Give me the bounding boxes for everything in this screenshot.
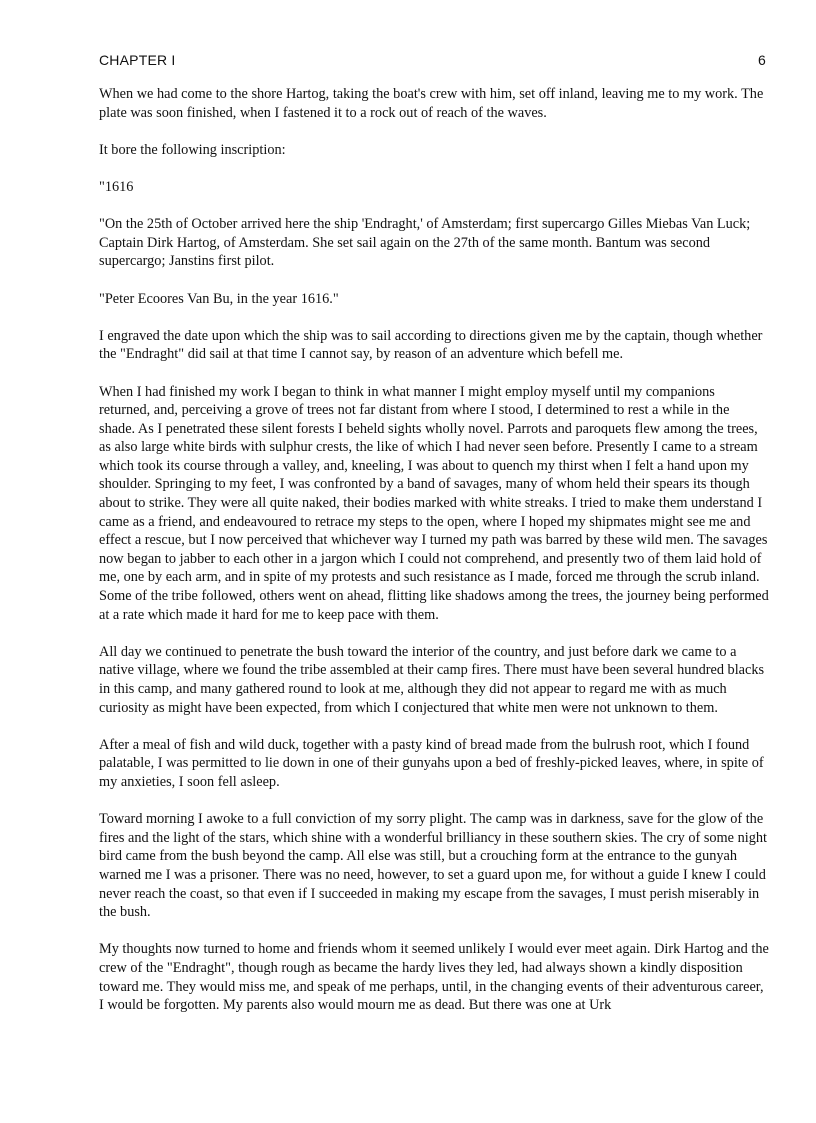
paragraph: My thoughts now turned to home and friends whom it seemed unlikely I would ever meet again. Dirk Hartog and the crew of the "Endraght", though rough as became the hardy lives they led, had always shown a kindly disposition toward me. They would miss me, and speak of me perhaps, until, in the changing events of their adventurous career, I would be forgotten. My parents also would mourn me as dead. But there was one at Urk <box>99 941 769 1014</box>
paragraph: Toward morning I awoke to a full conviction of my sorry plight. The camp was in darkness, save for the glow of the fires and the light of the stars, which shine with a wonderful brilliancy in these southern skies. The cry of some night bird came from the bush beyond the camp. All else was still, but a crouching form at the entrance to the gunyah warned me I was a prisoner. There was no need, however, to set a guard upon me, for without a guide I knew I could never reach the coast, so that even if I succeeded in making my escape from the savages, I must perish miserably in the bush. <box>99 811 767 921</box>
paragraph: After a meal of fish and wild duck, together with a pasty kind of bread made from the bulrush root, which I found palatable, I was permitted to lie down in one of their gunyahs upon a bed of freshly-picked leaves, where, in spite of my anxieties, I soon fell asleep. <box>99 736 764 790</box>
paragraph: "1616 <box>99 178 134 195</box>
paragraph: I engraved the date upon which the ship was to sail according to directions given me by the captain, though whether the "Endraght" did sail at that time I cannot say, by reason of an adventure which befell me. <box>99 327 763 363</box>
page-body <box>99 85 769 1033</box>
paragraph: "On the 25th of October arrived here the ship 'Endraght,' of Amsterdam; first supercargo Gilles Miebas Van Luck; Captain Dirk Hartog, of Amsterdam. She set sail again on the 27th of the same month. Bantum was second supercargo; Janstins first pilot. <box>99 216 751 270</box>
paragraph: All day we continued to penetrate the bush toward the interior of the country, and just before dark we came to a native village, where we found the tribe assembled at their camp fires. There must have been several hundred blacks in this camp, and many gathered round to look at me, although they did not appear to regard me with as much curiosity as might have been expected, from which I conjectured that white men were not unknown to them. <box>99 643 765 716</box>
paragraph: When I had finished my work I began to think in what manner I might employ myself until my companions returned, and, perceiving a grove of trees not far distant from where I stood, I determined to rest a while in the shade. As I penetrated these silent forests I beheld sights wholly novel. Parrots and paroquets flew among the trees, as also large white birds with sulphur crests, the like of which I had never seen before. Presently I came to a stream which took its course through a valley, and, kneeling, I was about to quench my thirst when I felt a hand upon my shoulder. Springing to my feet, I was confronted by a band of savages, many of whom held their spears its though about to strike. They were all quite naked, their bodies marked with white streaks. I tried to make them understand I came as a friend, and endeavoured to retrace my steps to the open, where I hoped my shipmates might see me and effect a rescue, but I now perceived that whichever way I turned my path was barred by these wild men. The savages now began to jabber to each other in a jargon which I could not comprehend, and presently two of them laid hold of me, one by each arm, and in spite of my protests and such resistance as I made, forced me through the scrub inland. Some of the tribe followed, others went on ahead, flitting like shadows among the trees, the journey being performed at a rate which made it hard for me to keep pace with them. <box>99 383 769 623</box>
page-header <box>99 52 766 72</box>
paragraph: When we had come to the shore Hartog, taking the boat's crew with him, set off inland, leaving me to my work. The plate was soon finished, when I fastened it to a rock out of reach of the waves. <box>99 86 764 121</box>
paragraph: "Peter Ecoores Van Bu, in the year 1616." <box>99 290 339 307</box>
chapter-title: CHAPTER I <box>99 52 176 68</box>
paragraph: It bore the following inscription: <box>99 141 286 158</box>
page-number: 6 <box>758 52 766 68</box>
